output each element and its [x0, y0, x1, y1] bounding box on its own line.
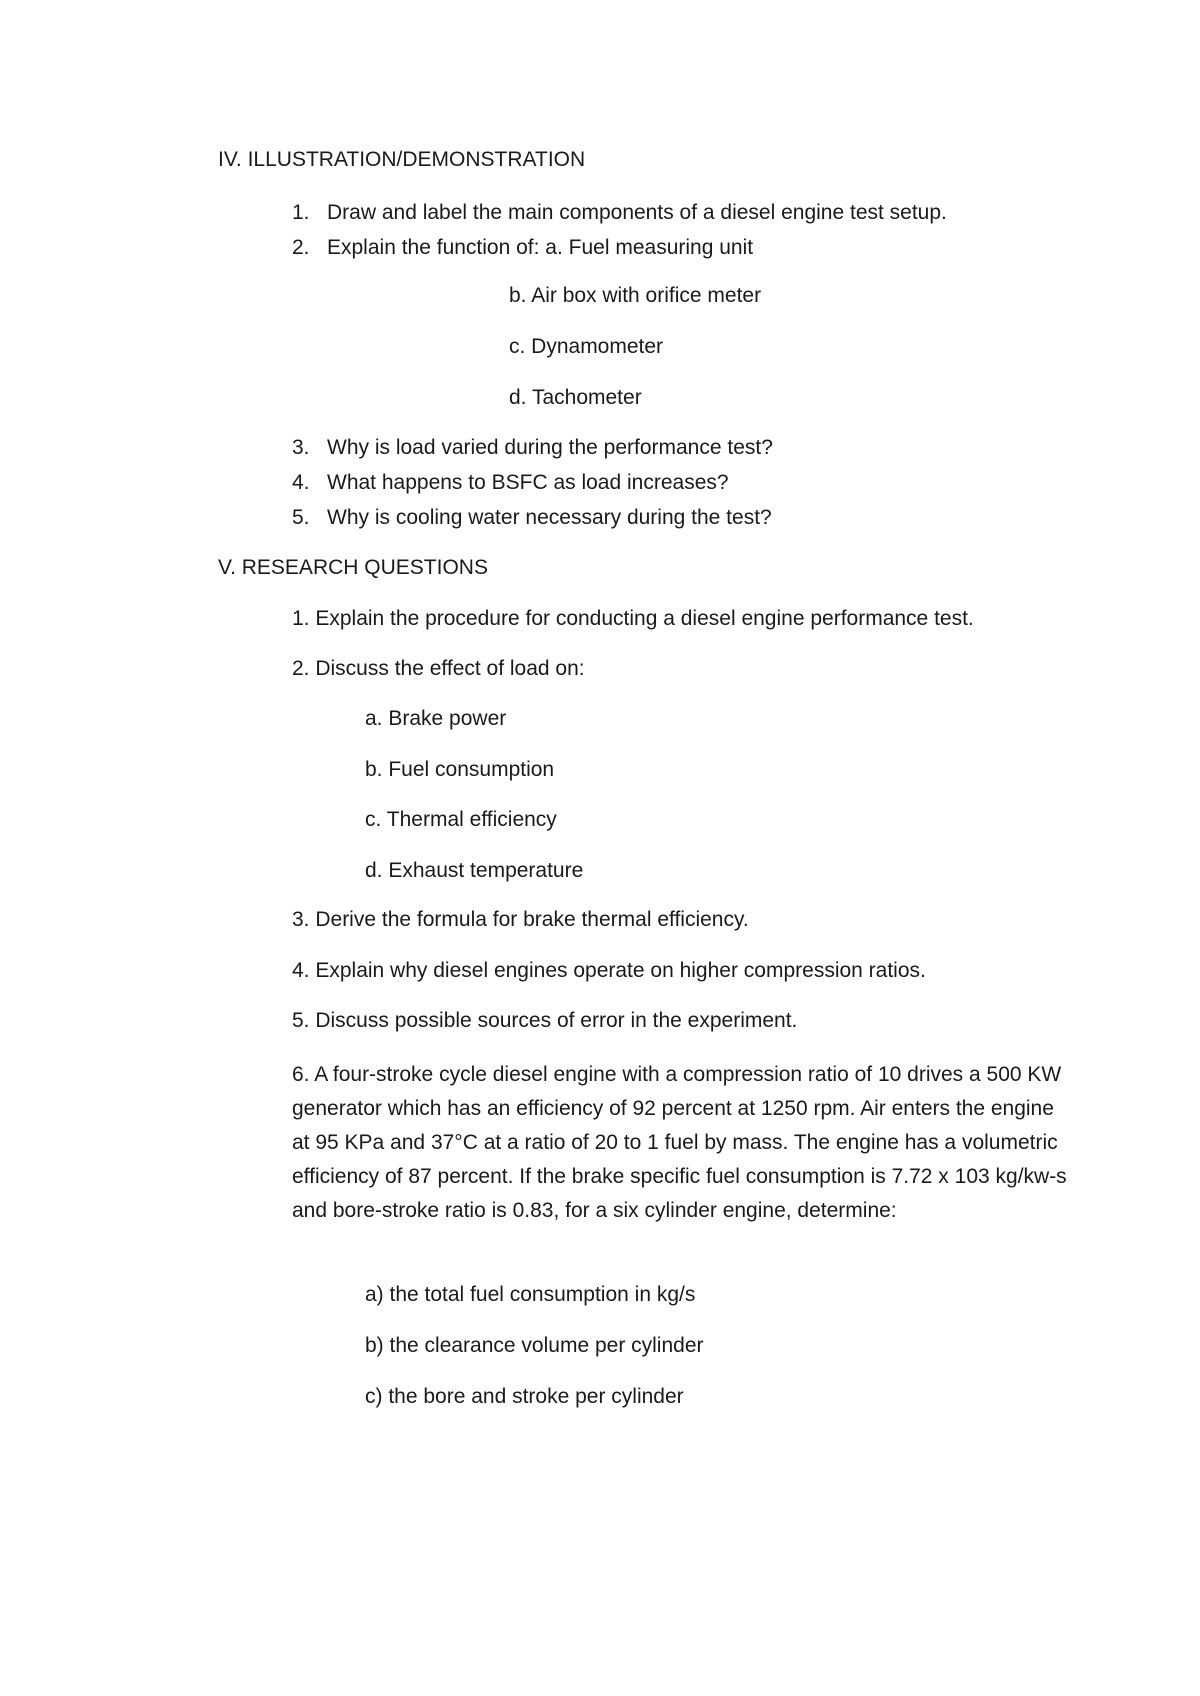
- item-2-sub-d: d. Tachometer: [509, 386, 642, 409]
- item-5-number: 5.: [292, 506, 310, 529]
- item-3-text: Why is load varied during the performance test?: [327, 436, 773, 459]
- item-1-number: 1.: [292, 201, 310, 224]
- item-2-text: Explain the function of: a. Fuel measuring unit: [327, 236, 754, 259]
- item-5-text: Why is cooling water necessary during the test?: [327, 506, 772, 529]
- research-q6-problem: 6. A four-stroke cycle diesel engine with a compression ratio of 10 drives a 500 KW generator which has an efficiency of 92 percent at 1250 rpm. Air enters the engine at 95 KPa and 37°C at a ratio of 20 to 1 fuel by mass. The engine has a volumetric efficiency of 87 percent. If the brake specific fuel consumption is 7.72 x 103 kg/kw-s and bore-stroke ratio is 0.83, for a six cylinder engine, determine:: [292, 1063, 1067, 1222]
- research-q6-sub-b: b) the clearance volume per cylinder: [365, 1334, 704, 1357]
- item-2-sub-c: c. Dynamometer: [509, 335, 664, 358]
- item-2-sub-b: b. Air box with orifice meter: [509, 284, 762, 307]
- research-q6-sub-a: a) the total fuel consumption in kg/s: [365, 1283, 696, 1306]
- section-v-heading: V. RESEARCH QUESTIONS: [218, 556, 488, 579]
- item-2-number: 2.: [292, 236, 310, 259]
- research-q2-sub-a: a. Brake power: [365, 707, 507, 730]
- item-4-number: 4.: [292, 471, 310, 494]
- research-q6-sub-c: c) the bore and stroke per cylinder: [365, 1385, 684, 1408]
- research-q1: 1. Explain the procedure for conducting a diesel engine performance test.: [292, 607, 974, 630]
- research-q5: 5. Discuss possible sources of error in the experiment.: [292, 1009, 798, 1032]
- item-3-number: 3.: [292, 436, 310, 459]
- item-4-text: What happens to BSFC as load increases?: [327, 471, 729, 494]
- research-q2: 2. Discuss the effect of load on:: [292, 657, 585, 680]
- research-q2-sub-c: c. Thermal efficiency: [365, 808, 557, 831]
- section-iv-heading: IV. ILLUSTRATION/DEMONSTRATION: [218, 148, 586, 171]
- item-1-text: Draw and label the main components of a diesel engine test setup.: [327, 201, 947, 224]
- research-q4: 4. Explain why diesel engines operate on higher compression ratios.: [292, 959, 926, 982]
- research-q2-sub-b: b. Fuel consumption: [365, 758, 555, 781]
- research-q3: 3. Derive the formula for brake thermal efficiency.: [292, 908, 749, 931]
- research-q2-sub-d: d. Exhaust temperature: [365, 859, 584, 882]
